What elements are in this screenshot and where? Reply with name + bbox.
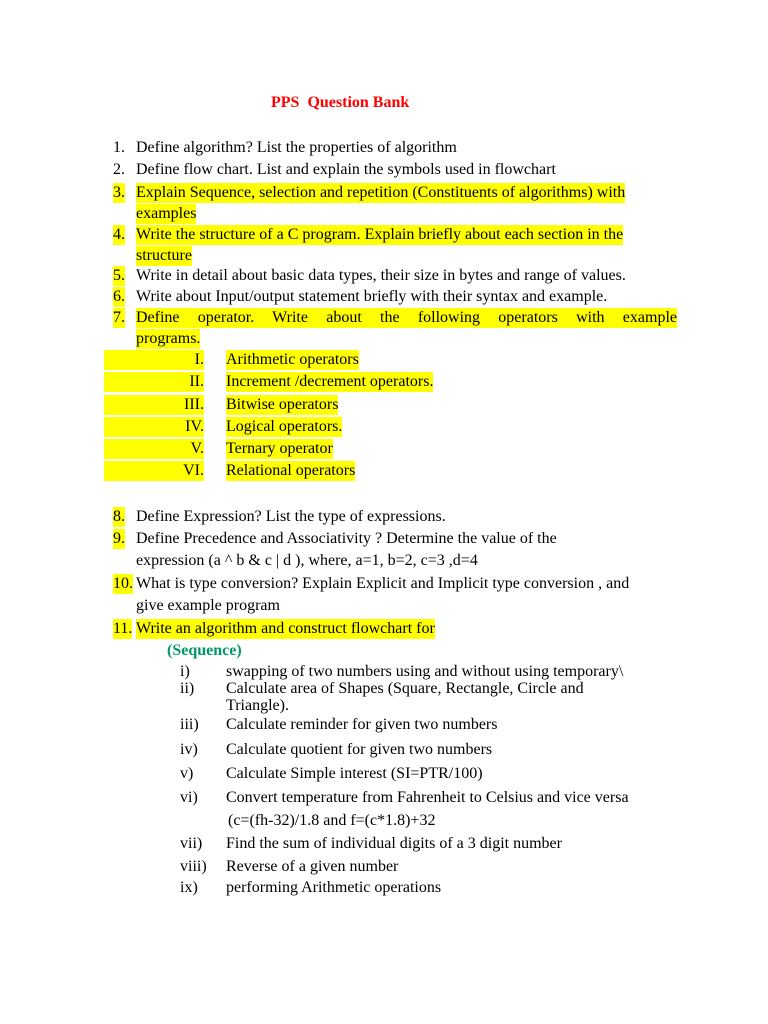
sequence-item-number: vii) [180, 835, 203, 852]
section-heading-sequence: (Sequence) [167, 642, 242, 659]
sequence-item: Calculate Simple interest (SI=PTR/100) [226, 765, 483, 782]
question-text: Write an algorithm and construct flowchart for [136, 620, 435, 637]
question-text-continued: expression (a ^ b & c | d ), where, a=1, b=2, c=3 ,d=4 [136, 552, 478, 569]
operator-item: Ternary operator [226, 440, 333, 457]
question-number: 1. [113, 139, 125, 156]
operator-item: Bitwise operators [226, 396, 339, 413]
operator-item: Increment /decrement operators. [226, 373, 434, 390]
sequence-item-number: ii) [180, 680, 195, 697]
sequence-item: performing Arithmetic operations [226, 879, 442, 896]
operator-number: III. [104, 395, 204, 415]
sequence-item: Convert temperature from Fahrenheit to Celsius and vice versa [226, 789, 629, 806]
question-text: Define Expression? List the type of expressions. [136, 508, 446, 525]
question-number: 11. [113, 620, 133, 637]
operator-number: VI. [104, 461, 204, 481]
sequence-item-continued: (c=(fh-32)/1.8 and f=(c*1.8)+32 [228, 812, 436, 829]
sequence-item-number: v) [180, 765, 194, 782]
question-number: 4. [113, 226, 125, 243]
sequence-item: Reverse of a given number [226, 858, 399, 875]
sequence-item-number: iii) [180, 716, 199, 733]
question-text: Define operator. Write about the following operators with example [136, 309, 677, 326]
question-number: 3. [113, 184, 125, 201]
operator-item: Relational operators [226, 462, 356, 479]
question-text: Write the structure of a C program. Explain briefly about each section in the [136, 226, 624, 243]
question-text: Define algorithm? List the properties of algorithm [136, 139, 457, 156]
question-text-continued: structure [136, 247, 192, 264]
sequence-item: Calculate quotient for given two numbers [226, 741, 493, 758]
operator-number: I. [104, 350, 204, 370]
question-text-continued: give example program [136, 597, 280, 614]
sequence-item: Calculate area of Shapes (Square, Rectangle, Circle and [226, 680, 584, 697]
question-text: Define Precedence and Associativity ? Determine the value of the [136, 530, 557, 547]
sequence-item: swapping of two numbers using and without using temporary\ [226, 663, 624, 680]
sequence-item: Calculate reminder for given two numbers [226, 716, 498, 733]
operator-number: V. [104, 439, 204, 459]
question-text: Write in detail about basic data types, their size in bytes and range of values. [136, 267, 626, 284]
question-number: 6. [113, 288, 125, 305]
operator-item: Arithmetic operators [226, 351, 359, 368]
page-title: PPS Question Bank [271, 94, 410, 111]
question-text-continued: programs. [136, 330, 201, 347]
question-number: 9. [113, 530, 125, 547]
operator-number: II. [104, 372, 204, 392]
sequence-item: Find the sum of individual digits of a 3 digit number [226, 835, 562, 852]
question-text-continued: examples [136, 205, 197, 222]
sequence-item-continued: Triangle). [226, 697, 289, 714]
question-number: 2. [113, 161, 125, 178]
operator-number: IV. [104, 417, 204, 437]
question-text: Write about Input/output statement briefly with their syntax and example. [136, 288, 608, 305]
question-text: What is type conversion? Explain Explicit and Implicit type conversion , and [136, 575, 630, 592]
question-number: 5. [113, 267, 125, 284]
sequence-item-number: i) [180, 663, 190, 680]
question-text: Define flow chart. List and explain the symbols used in flowchart [136, 161, 556, 178]
sequence-item-number: vi) [180, 789, 198, 806]
sequence-item-number: iv) [180, 741, 198, 758]
question-number: 10. [113, 575, 133, 592]
question-text: Explain Sequence, selection and repetition (Constituents of algorithms) with [136, 184, 626, 201]
operator-item: Logical operators. [226, 418, 343, 435]
sequence-item-number: viii) [180, 858, 207, 875]
sequence-item-number: ix) [180, 879, 198, 896]
question-number: 8. [113, 508, 125, 525]
question-number: 7. [113, 309, 125, 326]
